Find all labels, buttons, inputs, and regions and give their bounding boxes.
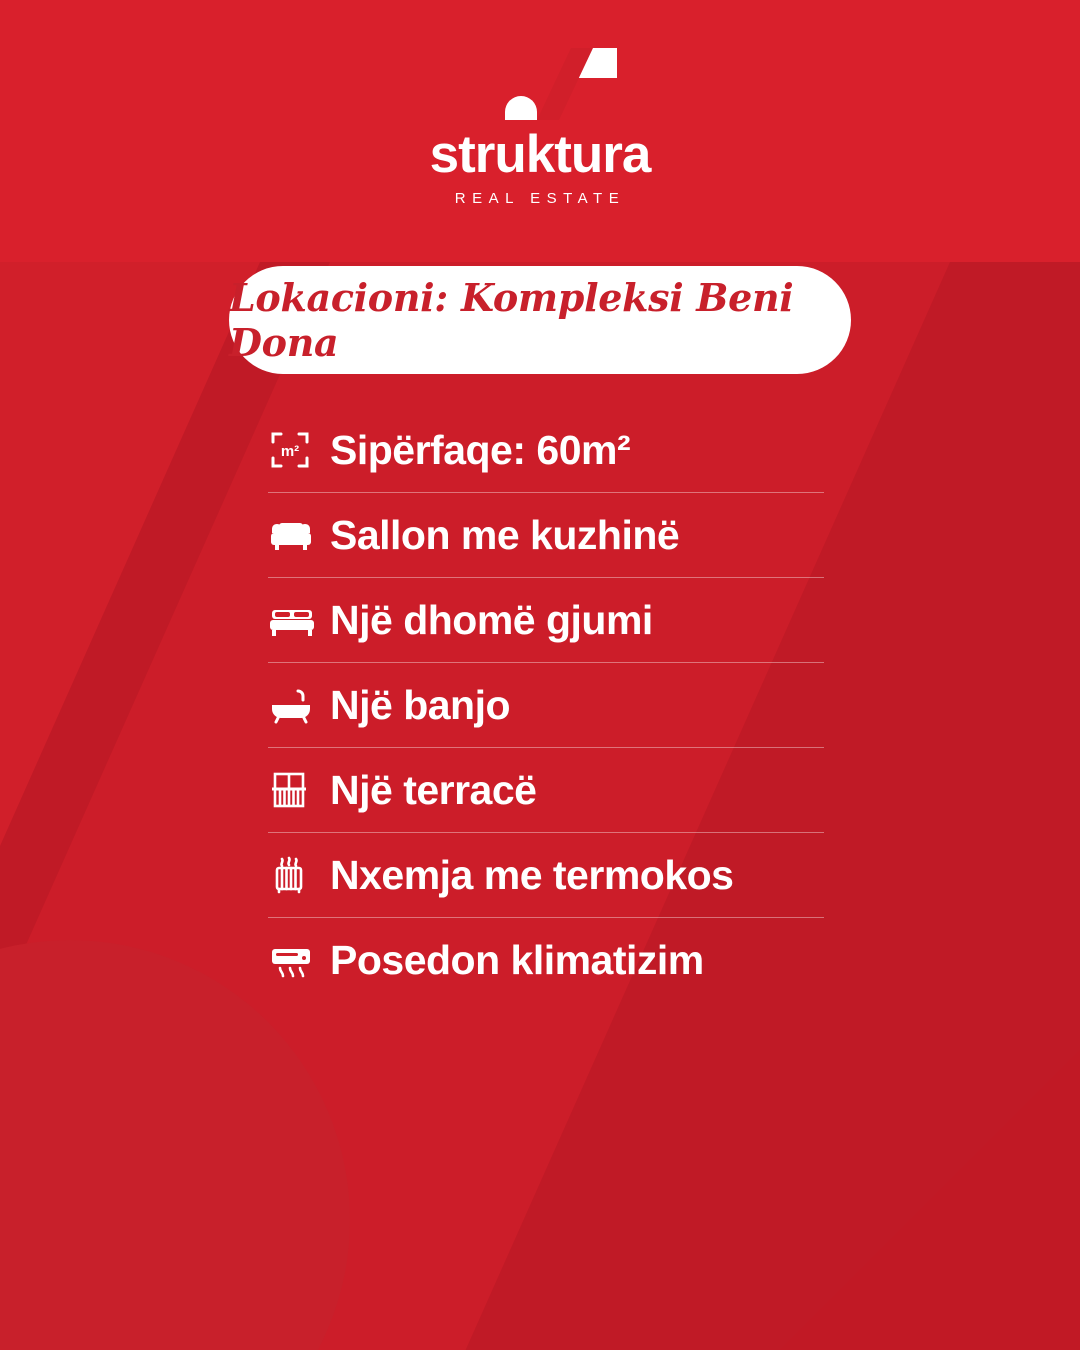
bathtub-icon (268, 679, 330, 731)
list-item (268, 918, 824, 1003)
logo-mark (497, 48, 617, 120)
list-item-label: Një terracë (330, 766, 537, 813)
list-item-label: Një banjo (330, 681, 511, 728)
sofa-icon (268, 509, 330, 561)
balcony-icon (268, 764, 330, 816)
list-item (268, 833, 824, 918)
logo-dot-shape (505, 96, 537, 120)
location-label: Lokacioni: Kompleksi Beni Dona (229, 275, 794, 365)
area-square-meter-icon (268, 424, 330, 476)
svg-text:m²: m² (280, 443, 300, 460)
list-item (268, 578, 824, 663)
list-item-label: Posedon klimatizim (330, 937, 704, 983)
bed-icon (268, 594, 330, 646)
radiator-icon (268, 849, 330, 901)
list-item-label: Sipërfaqe: 60m² (330, 426, 631, 473)
list-item (268, 663, 824, 748)
list-item-label: Një dhomë gjumi (330, 596, 653, 643)
list-item (268, 493, 824, 578)
list-item (268, 408, 824, 493)
feature-list (268, 408, 824, 1003)
air-conditioner-icon (268, 935, 330, 987)
brand-tagline: REAL ESTATE (454, 190, 626, 207)
location-pill (229, 266, 851, 374)
list-item-label: Sallon me kuzhinë (330, 511, 680, 558)
brand-logo (0, 48, 1080, 207)
brand-name: struktura (429, 125, 651, 184)
list-item-label: Nxemja me termokos (330, 851, 734, 898)
list-item (268, 748, 824, 833)
